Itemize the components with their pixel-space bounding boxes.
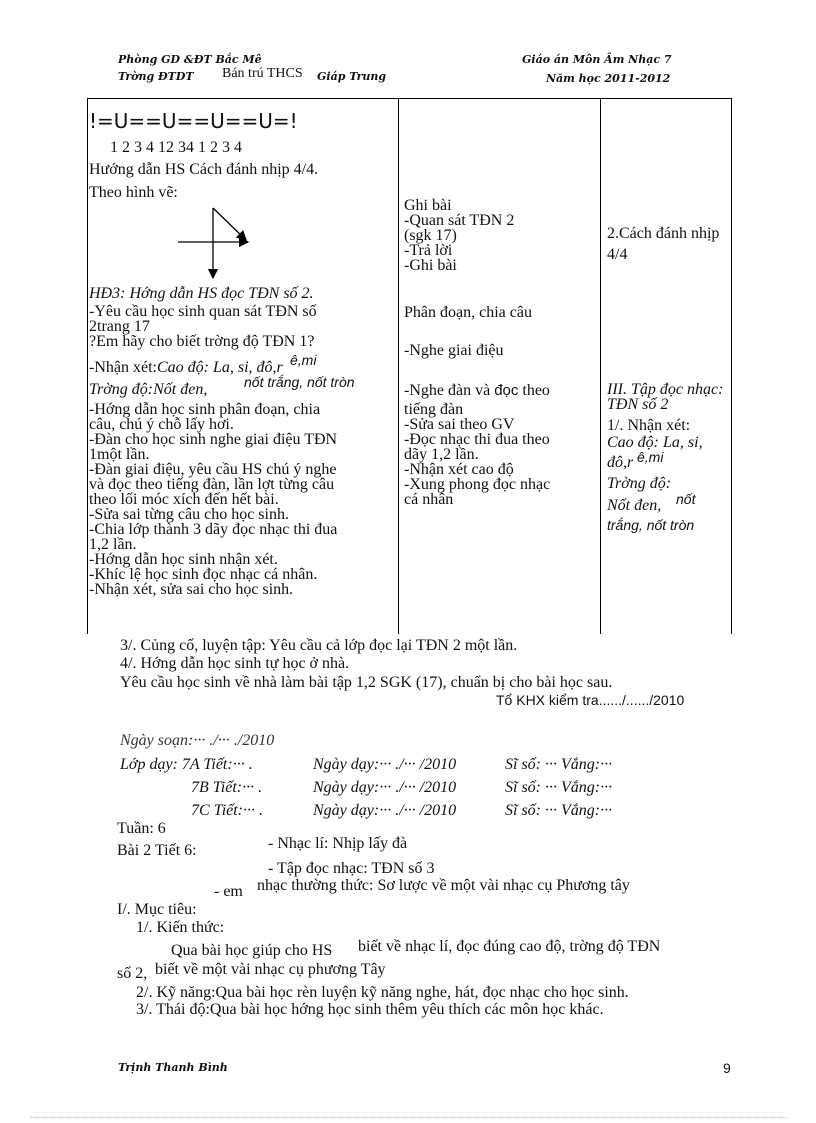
si-so-7c: Sĩ số: ··· Vắng:··· <box>505 802 613 819</box>
col2-line: cá nhân <box>404 491 454 508</box>
page-bottom-divider <box>30 1117 786 1118</box>
to-khx: Tổ KHX kiểm tra....../....../2010 <box>496 692 685 708</box>
cung-co: 3/. Củng cố, luyện tập: Yêu cầu cả lớp đọc lại TĐN 2 một lần. <box>120 637 518 654</box>
lesson-item-prefix: - em <box>214 883 243 900</box>
kien-thuc: 1/. Kiến thức: <box>136 919 225 936</box>
col3-line: TĐN số 2 <box>607 396 669 413</box>
thai-do: 3/. Thái độ:Qua bài học hớng học sinh thêm yêu thích các môn học khác. <box>136 1001 604 1018</box>
col2-line: tiếng đàn <box>404 401 464 418</box>
si-so-7b: Sĩ số: ··· Vắng:··· <box>505 779 613 796</box>
lop-day-7b: 7B Tiết:··· . <box>191 779 263 796</box>
col3-line: 2.Cách đánh nhịp <box>607 225 720 242</box>
rhythm-bars: !=U==U==U==U=! <box>89 109 298 133</box>
ngay-soan: Ngày soạn:··· ./··· ./2010 <box>120 732 275 749</box>
kien-thuc-line2a: số 2, <box>117 965 148 982</box>
header-school: Phòng GD &ĐT Bắc Mê <box>118 53 262 66</box>
theo-text: theo <box>522 382 550 399</box>
col1-line: 2trang 17 <box>89 318 150 335</box>
page-number: 9 <box>723 1060 731 1076</box>
col3-truong-do: Trờng độ: <box>607 475 672 492</box>
col1-lines <box>89 304 317 349</box>
col2-line: -Sửa sai theo GV <box>404 416 515 433</box>
kien-thuc-line1b: biết về nhạc lí, đọc đúng cao độ, trờng độ TĐN <box>358 938 661 955</box>
truong-do-superscript: nốt trắng, nốt tròn <box>244 374 355 390</box>
header-subject: Giáo án Môn Âm Nhạc 7 <box>522 53 672 66</box>
nhan-xet-label: -Nhận xét: <box>89 359 157 376</box>
col2-line: -Xung phong đọc nhạc <box>404 476 551 493</box>
header-school-name: Bán trú THCS <box>222 66 303 81</box>
col3-line: 4/4 <box>607 246 628 263</box>
header-school-place: Giáp Trung <box>317 70 387 83</box>
col2-line: -Nhận xét cao độ <box>404 461 514 478</box>
lesson-item-tdn: - Tập đọc nhạc: TĐN số 3 <box>268 860 435 877</box>
col1-line: -Khíc lệ học sinh đọc nhạc cá nhân. <box>89 566 318 583</box>
col1-line: 1một lần. <box>89 446 150 463</box>
col1-line: 1,2 lần. <box>89 536 137 553</box>
col3-cao-do-1: Cao độ: La, si, <box>607 434 703 451</box>
col3-not-trang: trắng, nốt tròn <box>607 517 695 533</box>
col1-line: -Sửa sai từng câu cho học sinh. <box>89 506 289 523</box>
nghe-giai-dieu: -Nghe giai điệu <box>404 342 504 359</box>
col2-line: -Đọc nhạc thi đua theo <box>404 431 550 448</box>
kien-thuc-line2b: biết về một vài nhạc cụ phương Tây <box>155 961 386 978</box>
col3-not-den: Nốt đen, <box>607 497 662 514</box>
phan-doan: Phân đoạn, chia câu <box>404 304 532 321</box>
col3-cao-do-2: đô,r <box>607 454 634 471</box>
col2-group1 <box>404 198 514 273</box>
col1-line: -Đàn cho học sinh nghe giai điệu TĐN <box>89 431 338 448</box>
col1-line: -Chia lớp thành 3 dãy đọc nhạc thi đua <box>89 521 338 538</box>
col1-line: và đọc theo tiếng đàn, lần lợt từng câu <box>89 476 335 493</box>
lesson-item-nhac-cu: nhạc thường thức: Sơ lược về một vài nhạc cụ Phương tây <box>257 877 630 894</box>
col2-group2 <box>404 402 550 507</box>
nghe-dan-line <box>404 383 550 398</box>
nghe-dan-text: -Nghe đàn và <box>404 382 491 399</box>
huong-dan-tu-hoc: 4/. Hớng dẫn học sinh tự học ở nhà. <box>120 655 350 672</box>
col1-line: theo lối móc xích đến hết bài. <box>89 491 279 508</box>
col2-line: -Quan sát TĐN 2 <box>404 212 515 229</box>
col3-nhan-xet: 1/. Nhận xét: <box>607 417 691 434</box>
col2-line: dãy 1,2 lần. <box>404 446 479 463</box>
col3-cao-do-superscript: ê,mi <box>637 449 664 465</box>
col2-line: -Trả lời <box>404 242 453 259</box>
footer-author: Trịnh Thanh Bình <box>118 1061 228 1074</box>
col3-not-superscript: nốt <box>676 491 696 507</box>
col1-line: -Yêu cầu học sinh quan sát TĐN số <box>89 303 317 320</box>
theo-hinh-ve: Theo hình vẽ: <box>89 184 178 201</box>
kien-thuc-line1a: Qua bài học giúp cho HS <box>171 942 333 959</box>
col1-line: -Hớng dẫn học sinh phân đoạn, chia <box>89 401 321 418</box>
header-school-type: Trờng ĐTDT <box>118 70 194 83</box>
section-title <box>607 382 723 412</box>
col1-line: -Đàn giai điệu, yêu cầu HS chú ý nghe <box>89 461 337 478</box>
truong-do-text: Trờng độ:Nốt đen, <box>89 381 208 398</box>
lesson-item-nhac-li: - Nhạc lí: Nhịp lấy đà <box>268 835 408 852</box>
col1-lines-2 <box>89 402 337 597</box>
column-divider <box>398 99 399 634</box>
col2-line: -Ghi bài <box>404 257 457 274</box>
beat-count: 1 2 3 4 12 34 1 2 3 4 <box>110 139 242 156</box>
bai-tiet: Bài 2 Tiết 6: <box>117 842 197 859</box>
ngay-day-7b: Ngày dạy:··· ./··· /2010 <box>313 779 457 796</box>
muc-tieu: I/. Mục tiêu: <box>117 901 197 918</box>
lop-day-7a: Lớp dạy: 7A Tiết:··· . <box>120 756 253 773</box>
bai-tap: Yêu cầu học sinh về nhà làm bài tập 1,2 SGK (17), chuẩn bị cho bài học sau. <box>120 674 613 691</box>
header-school-year: Năm học 2011-2012 <box>546 72 671 85</box>
ngay-day-7a: Ngày dạy:··· ./··· /2010 <box>313 756 457 773</box>
col1-line: ?Em hãy cho biết trờng độ TĐN 1? <box>89 333 315 350</box>
col2-line: Ghi bài <box>404 197 452 214</box>
col1-line: câu, chú ý chỗ lấy hơi. <box>89 416 234 433</box>
si-so-7a: Sĩ số: ··· Vắng:··· <box>505 756 613 773</box>
hd3-title: HĐ3: Hớng dẫn HS đọc TĐN số 2. <box>89 285 314 302</box>
cao-do-text: Cao độ: La, si, đô,r <box>156 359 283 376</box>
col1-line: -Hớng dẫn học sinh nhận xét. <box>89 551 278 568</box>
col2-line: (sgk 17) <box>404 227 457 244</box>
conducting-diagram <box>168 200 258 285</box>
lop-day-7c: 7C Tiết:··· . <box>191 802 264 819</box>
cach-danh-nhip <box>607 223 719 265</box>
col1-line: -Nhận xét, sửa sai cho học sinh. <box>89 581 294 598</box>
guide-4-4: Hướng dẫn HS Cách đánh nhịp 4/4. <box>89 161 319 178</box>
cao-do-superscript: ê,mi <box>290 352 317 368</box>
tuan: Tuần: 6 <box>117 820 166 837</box>
ky-nang: 2/. Kỹ năng:Qua bài học rèn luyện kỹ năng nghe, hát, đọc nhạc cho học sinh. <box>136 984 629 1001</box>
col3-line: III. Tập đọc nhạc: <box>607 381 724 398</box>
nhan-xet-line <box>89 360 283 375</box>
doc-text: đọc <box>494 382 519 399</box>
column-divider <box>600 99 601 634</box>
ngay-day-7c: Ngày dạy:··· ./··· /2010 <box>313 802 457 819</box>
